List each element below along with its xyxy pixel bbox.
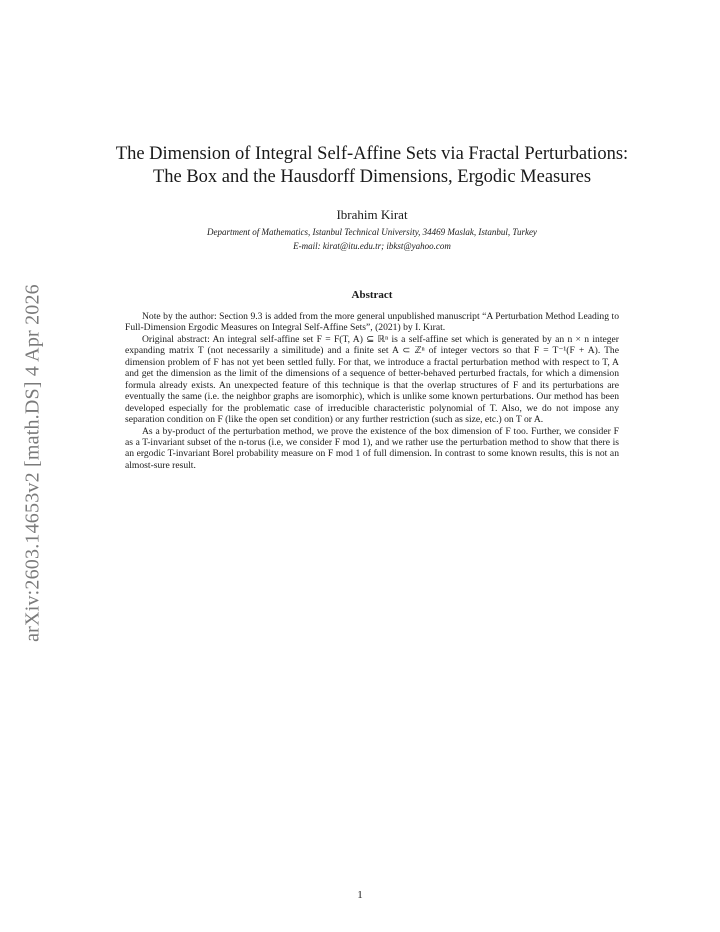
abstract-paragraph-original: Original abstract: An integral self-affine set F = F(T, A) ⊆ ℝⁿ is a self-affine set which is generated by an n × n integer expanding matrix T (not necessarily a similitude) and a finite set A ⊂ ℤⁿ of integer vectors so that F = T⁻¹(F + A). The dimension problem of F has not yet been settled fully. For that, we introduce a fractal perturbation method with respect to T, A and get the dimension as the limit of the dimensions of a sequence of better-behaved perturbed fractals, for which a dimension formula already exists. An unexpected feature of this technique is that the overlap structures of F and its perturbations are eventually the same (i.e. the neighbor graphs are isomorphic), which is unlike some known perturbations. Our method has been developed especially for the problematic case of irreducible characteristic polynomial of T. Also, we do not impose any separation condition on F (like the open set condition) or any further restriction (such as size, etc.) on T or A.	[125, 333, 619, 426]
author-name: Ibrahim Kirat	[336, 207, 408, 222]
paper-title	[80, 143, 664, 189]
author-block	[100, 207, 644, 253]
author-affiliation: Department of Mathematics, Istanbul Technical University, 34469 Maslak, Istanbul, Turkey	[207, 227, 537, 237]
author-email[interactable]: E-mail: kirat@itu.edu.tr; ibkst@yahoo.com	[293, 241, 451, 251]
title-line-1: The Dimension of Integral Self-Affine Sets via Fractal Perturbations:	[115, 144, 629, 164]
abstract-paragraph-note: Note by the author: Section 9.3 is added from the more general unpublished manuscript “A Perturbation Method Leading to Full-Dimension Ergodic Measures on Integral Self-Affine Sets”, (2021) by I. Kırat.	[125, 311, 619, 334]
arxiv-identifier-stamp[interactable]: arXiv:2603.14653v2 [math.DS] 4 Apr 2026	[21, 284, 44, 642]
abstract-paragraph-byproduct: As a by-product of the perturbation method, we prove the existence of the box dimension of F too. Further, we consider F as a T-invariant subset of the n-torus (i.e, we consider F mod 1), and we rather use the perturbation method to show that there is an ergodic T-invariant Borel probability measure on F mod 1 of full dimension. In contrast to some known results, this is not an almost-sure result.	[125, 425, 619, 471]
title-line-2: The Box and the Hausdorff Dimensions, Ergodic Measures	[152, 167, 592, 187]
page-number: 1	[357, 889, 363, 901]
abstract-body	[125, 311, 619, 471]
abstract-heading: Abstract	[351, 289, 393, 301]
